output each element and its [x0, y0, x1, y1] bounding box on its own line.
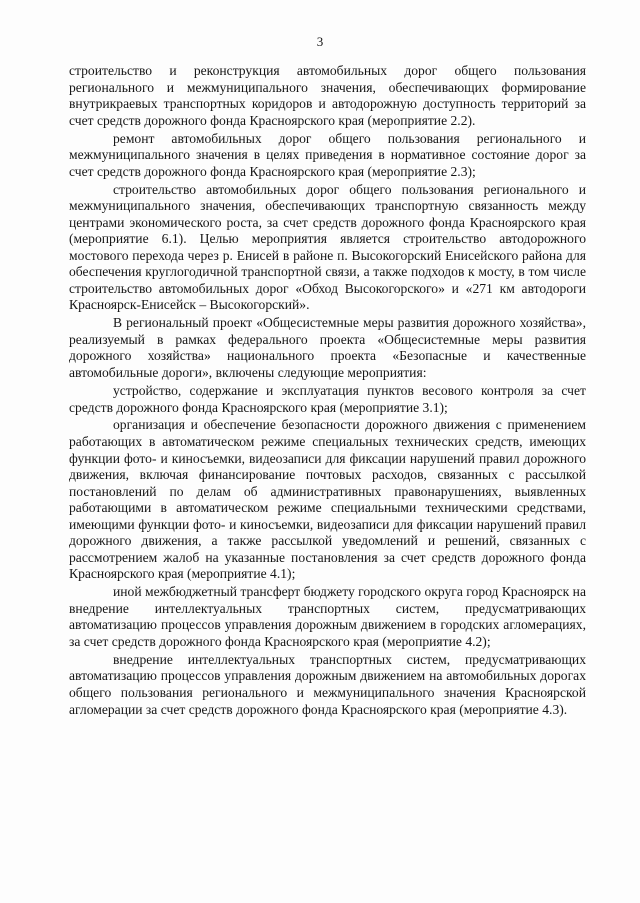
paragraph-measure-6-1: строительство автомобильных дорог общего пользования регионального и межмуниципального значения, обеспечивающих транспортную связанность между центрами экономического роста, за счет средств дорожного фонда Красноярского края (мероприятие 6.1). Целью мероприятия является строительство автодорожного мостового перехода через р. Енисей в районе п. Высокогорский Енисейского района для обеспечения круглогодичной транспортной связи, а также подходов к мосту, в том числе строительство автомобильных дорог «Обход Высокогорского» и «271 км автодороги Красноярск-Енисейск – Высокогорский».: [69, 181, 586, 313]
paragraph-measure-4-2: иной межбюджетный трансферт бюджету городского округа город Красноярск на внедрение интеллектуальных транспортных систем, предусматривающих автоматизацию процессов управления дорожным движением в городских агломерациях, за счет средств дорожного фонда Красноярского края (мероприятие 4.2);: [69, 584, 586, 649]
paragraph-measure-2-3: ремонт автомобильных дорог общего пользования регионального и межмуниципального значения в целях приведения в нормативное состояние дорог за счет средств дорожного фонда Красноярского края (мероприятие 2.3);: [69, 130, 586, 179]
paragraph-regional-project: В региональный проект «Общесистемные меры развития дорожного хозяйства», реализуемый в рамках федерального проекта «Общесистемные меры развития дорожного хозяйства» национального проекта «Безопасные и качественные автомобильные дороги», включены следующие мероприятия:: [69, 315, 586, 381]
paragraph-measure-4-3: внедрение интеллектуальных транспортных систем, предусматривающих автоматизацию процессов управления дорожным движением на автомобильных дорогах общего пользования регионального и межмуниципального значения Красноярской агломерации за счет средств дорожного фонда Красноярского края (мероприятие 4.3).: [69, 651, 586, 717]
paragraph-measure-2-2: строительство и реконструкция автомобильных дорог общего пользования регионального и межмуниципального значения, обеспечивающих формирование внутрикраевых транспортных коридоров и автодорожную доступность территорий за счет средств дорожного фонда Красноярского края (мероприятие 2.2).: [69, 63, 586, 128]
paragraph-measure-4-1: организация и обеспечение безопасности дорожного движения с применением работающих в автоматическом режиме специальных технических средств, имеющих функции фото- и киносъемки, видеозаписи для фиксации нарушений правил дорожного движения, включая финансирование почтовых расходов, связанных с рассылкой постановлений по делам об административных правонарушениях, выявленных работающими в автоматическом режиме специальными техническими средствами, имеющими функции фото- и киносъемки, видеозаписи для фиксации нарушений правил дорожного движения, а также рассылкой уведомлений и решений, связанных с рассмотрением жалоб на указанные постановления за счет средств дорожного фонда Красноярского края (мероприятие 4.1);: [69, 417, 586, 582]
paragraph-measure-3-1: устройство, содержание и эксплуатация пунктов весового контроля за счет средств дорожного фонда Красноярского края (мероприятие 3.1);: [69, 382, 586, 415]
page-number: 3: [316, 34, 324, 49]
document-body: [69, 63, 586, 718]
